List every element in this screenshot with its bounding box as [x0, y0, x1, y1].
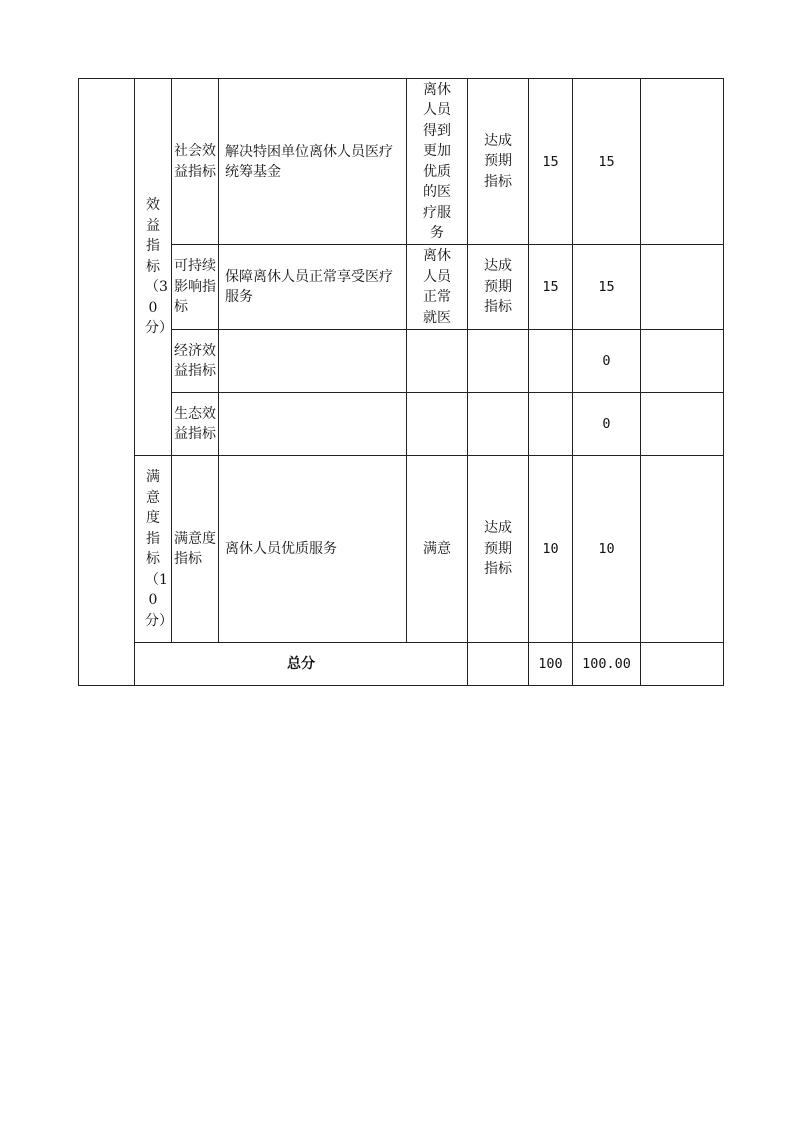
total-weight: 100: [529, 643, 573, 686]
subcategory-cell: [172, 393, 219, 456]
total-score: 100.00: [573, 643, 641, 686]
target-value: 离休人员得到更加优质的医疗服务: [422, 81, 451, 241]
score-cell: 15: [573, 79, 641, 245]
indicator-cell: 离休人员优质服务: [219, 456, 407, 643]
subcategory-cell: [172, 456, 219, 643]
category-cell: [135, 456, 172, 643]
table-row: [79, 456, 724, 643]
note-cell: [641, 245, 724, 330]
note-cell: [641, 456, 724, 643]
score-cell: 15: [573, 245, 641, 330]
target-cell: [407, 393, 468, 456]
subcategory-cell: [172, 330, 219, 393]
standard-cell: [468, 393, 529, 456]
indicator-cell: [219, 393, 407, 456]
subcategory-label: 满意度指标: [174, 530, 216, 567]
subcategory-label: 生态效益指标: [174, 405, 216, 442]
standard-value: 达成预期指标: [483, 258, 512, 316]
weight-cell: [529, 330, 573, 393]
target-value: 离休人员正常就医: [422, 248, 451, 326]
outer-blank-cell: [79, 79, 135, 686]
score-cell: 0: [573, 393, 641, 456]
table-row: [79, 330, 724, 393]
weight-cell: 15: [529, 79, 573, 245]
table-row: [79, 245, 724, 330]
target-cell: [407, 245, 468, 330]
subcategory-label: 可持续影响指标: [174, 258, 216, 316]
indicator-cell: 解决特困单位离休人员医疗统筹基金: [219, 79, 407, 245]
subcategory-label: 社会效益指标: [174, 143, 216, 180]
weight-cell: 15: [529, 245, 573, 330]
subcategory-label: 经济效益指标: [174, 342, 216, 379]
total-label: 总分: [135, 643, 468, 686]
subcategory-cell: [172, 79, 219, 245]
weight-cell: 10: [529, 456, 573, 643]
performance-table: [78, 78, 724, 686]
indicator-cell: [219, 330, 407, 393]
target-cell: [407, 456, 468, 643]
score-cell: 10: [573, 456, 641, 643]
standard-value: 达成预期指标: [483, 132, 512, 190]
target-cell: [407, 330, 468, 393]
standard-value: 达成预期指标: [483, 520, 512, 578]
standard-cell: [468, 79, 529, 245]
note-cell: [641, 79, 724, 245]
subcategory-cell: [172, 245, 219, 330]
table-row: [79, 393, 724, 456]
indicator-cell: 保障离休人员正常享受医疗服务: [219, 245, 407, 330]
score-cell: 0: [573, 330, 641, 393]
category-cell: [135, 79, 172, 456]
category-label: 效益指标（30分）: [144, 197, 173, 337]
note-cell: [641, 393, 724, 456]
standard-cell: [468, 456, 529, 643]
standard-cell: [468, 245, 529, 330]
note-cell: [641, 330, 724, 393]
total-standard-cell: [468, 643, 529, 686]
total-note-cell: [641, 643, 724, 686]
target-cell: [407, 79, 468, 245]
standard-cell: [468, 330, 529, 393]
table-row: [79, 79, 724, 245]
weight-cell: [529, 393, 573, 456]
total-row: [79, 643, 724, 686]
target-value: 满意: [422, 540, 451, 557]
category-label: 满意度指标（10分）: [144, 469, 173, 629]
